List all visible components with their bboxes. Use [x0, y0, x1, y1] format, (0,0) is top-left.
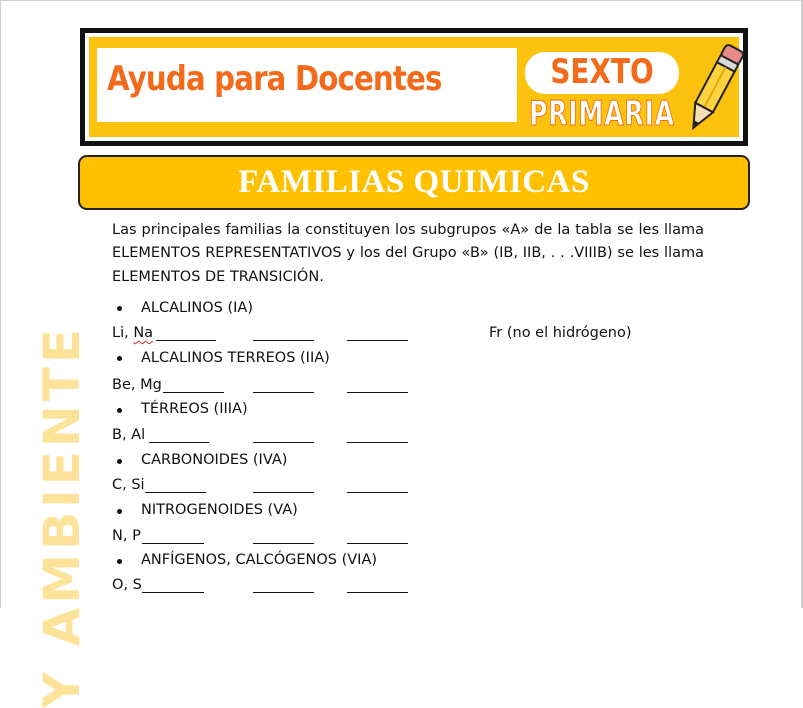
answer-blank[interactable]	[347, 392, 408, 393]
answer-blank[interactable]	[163, 392, 224, 393]
answer-blank[interactable]	[253, 392, 314, 393]
answer-blank[interactable]	[253, 442, 314, 443]
family-heading: CARBONOIDES (IVA)	[141, 452, 288, 468]
section-title: FAMILIAS QUIMICAS	[78, 155, 750, 210]
banner-inner	[85, 33, 743, 141]
bullet-icon	[117, 408, 122, 413]
family-heading: ALCALINOS TERREOS (IIA)	[141, 350, 330, 366]
banner-title: Ayuda para Docentes	[107, 59, 442, 99]
header-banner	[80, 28, 748, 146]
answer-blank[interactable]	[253, 492, 314, 493]
answer-blank[interactable]	[347, 492, 408, 493]
family-note: Fr (no el hidrógeno)	[489, 325, 632, 341]
grade-label-bottom: PRIMARIA	[529, 94, 675, 134]
answer-blank[interactable]	[347, 592, 408, 593]
grade-badge	[525, 50, 689, 132]
answer-blank[interactable]	[347, 442, 408, 443]
spellcheck-word: Na	[133, 325, 154, 341]
family-heading: ANFÍGENOS, CALCÓGENOS (VIA)	[141, 552, 378, 568]
answer-blank[interactable]	[142, 543, 204, 544]
family-elements: C, Si	[112, 477, 145, 493]
answer-blank[interactable]	[347, 340, 408, 341]
intro-line: ELEMENTOS DE TRANSICIÓN.	[112, 268, 324, 285]
bullet-icon	[117, 356, 122, 361]
family-heading: ALCALINOS (IA)	[141, 300, 253, 316]
answer-blank[interactable]	[156, 340, 216, 341]
answer-blank[interactable]	[253, 592, 314, 593]
banner-background	[89, 37, 739, 137]
page-top-border	[0, 0, 803, 1]
answer-blank[interactable]	[253, 543, 314, 544]
grade-label-top: SEXTO	[550, 52, 654, 92]
family-elements: B, Al	[112, 427, 146, 443]
intro-paragraph	[112, 219, 704, 289]
bullet-icon	[117, 559, 122, 564]
family-elements: O, S	[112, 577, 142, 593]
answer-blank[interactable]	[142, 592, 204, 593]
answer-blank[interactable]	[145, 492, 206, 493]
answer-blank[interactable]	[149, 442, 209, 443]
pencil-icon	[684, 37, 744, 141]
family-heading: NITROGENOIDES (VA)	[141, 502, 298, 518]
page-left-border	[0, 0, 1, 608]
family-elements	[112, 325, 153, 341]
family-elements: Be, Mg	[112, 377, 162, 393]
family-elements: N, P	[112, 528, 141, 544]
vertical-watermark: Y AMBIENTE	[33, 324, 91, 708]
family-elements-text: Li,	[112, 325, 134, 341]
bullet-icon	[117, 509, 122, 514]
bullet-icon	[117, 459, 122, 464]
intro-line: Las principales familias la constituyen los subgrupos «A» de la tabla se les llama	[112, 222, 704, 238]
answer-blank[interactable]	[253, 340, 314, 341]
answer-blank[interactable]	[347, 543, 408, 544]
bullet-icon	[117, 306, 122, 311]
family-heading: TÉRREOS (IIIA)	[141, 401, 248, 417]
intro-line: ELEMENTOS REPRESENTATIVOS y los del Grupo «B» (IB, IIB, . . .VIIIB) se les llama	[112, 245, 704, 262]
